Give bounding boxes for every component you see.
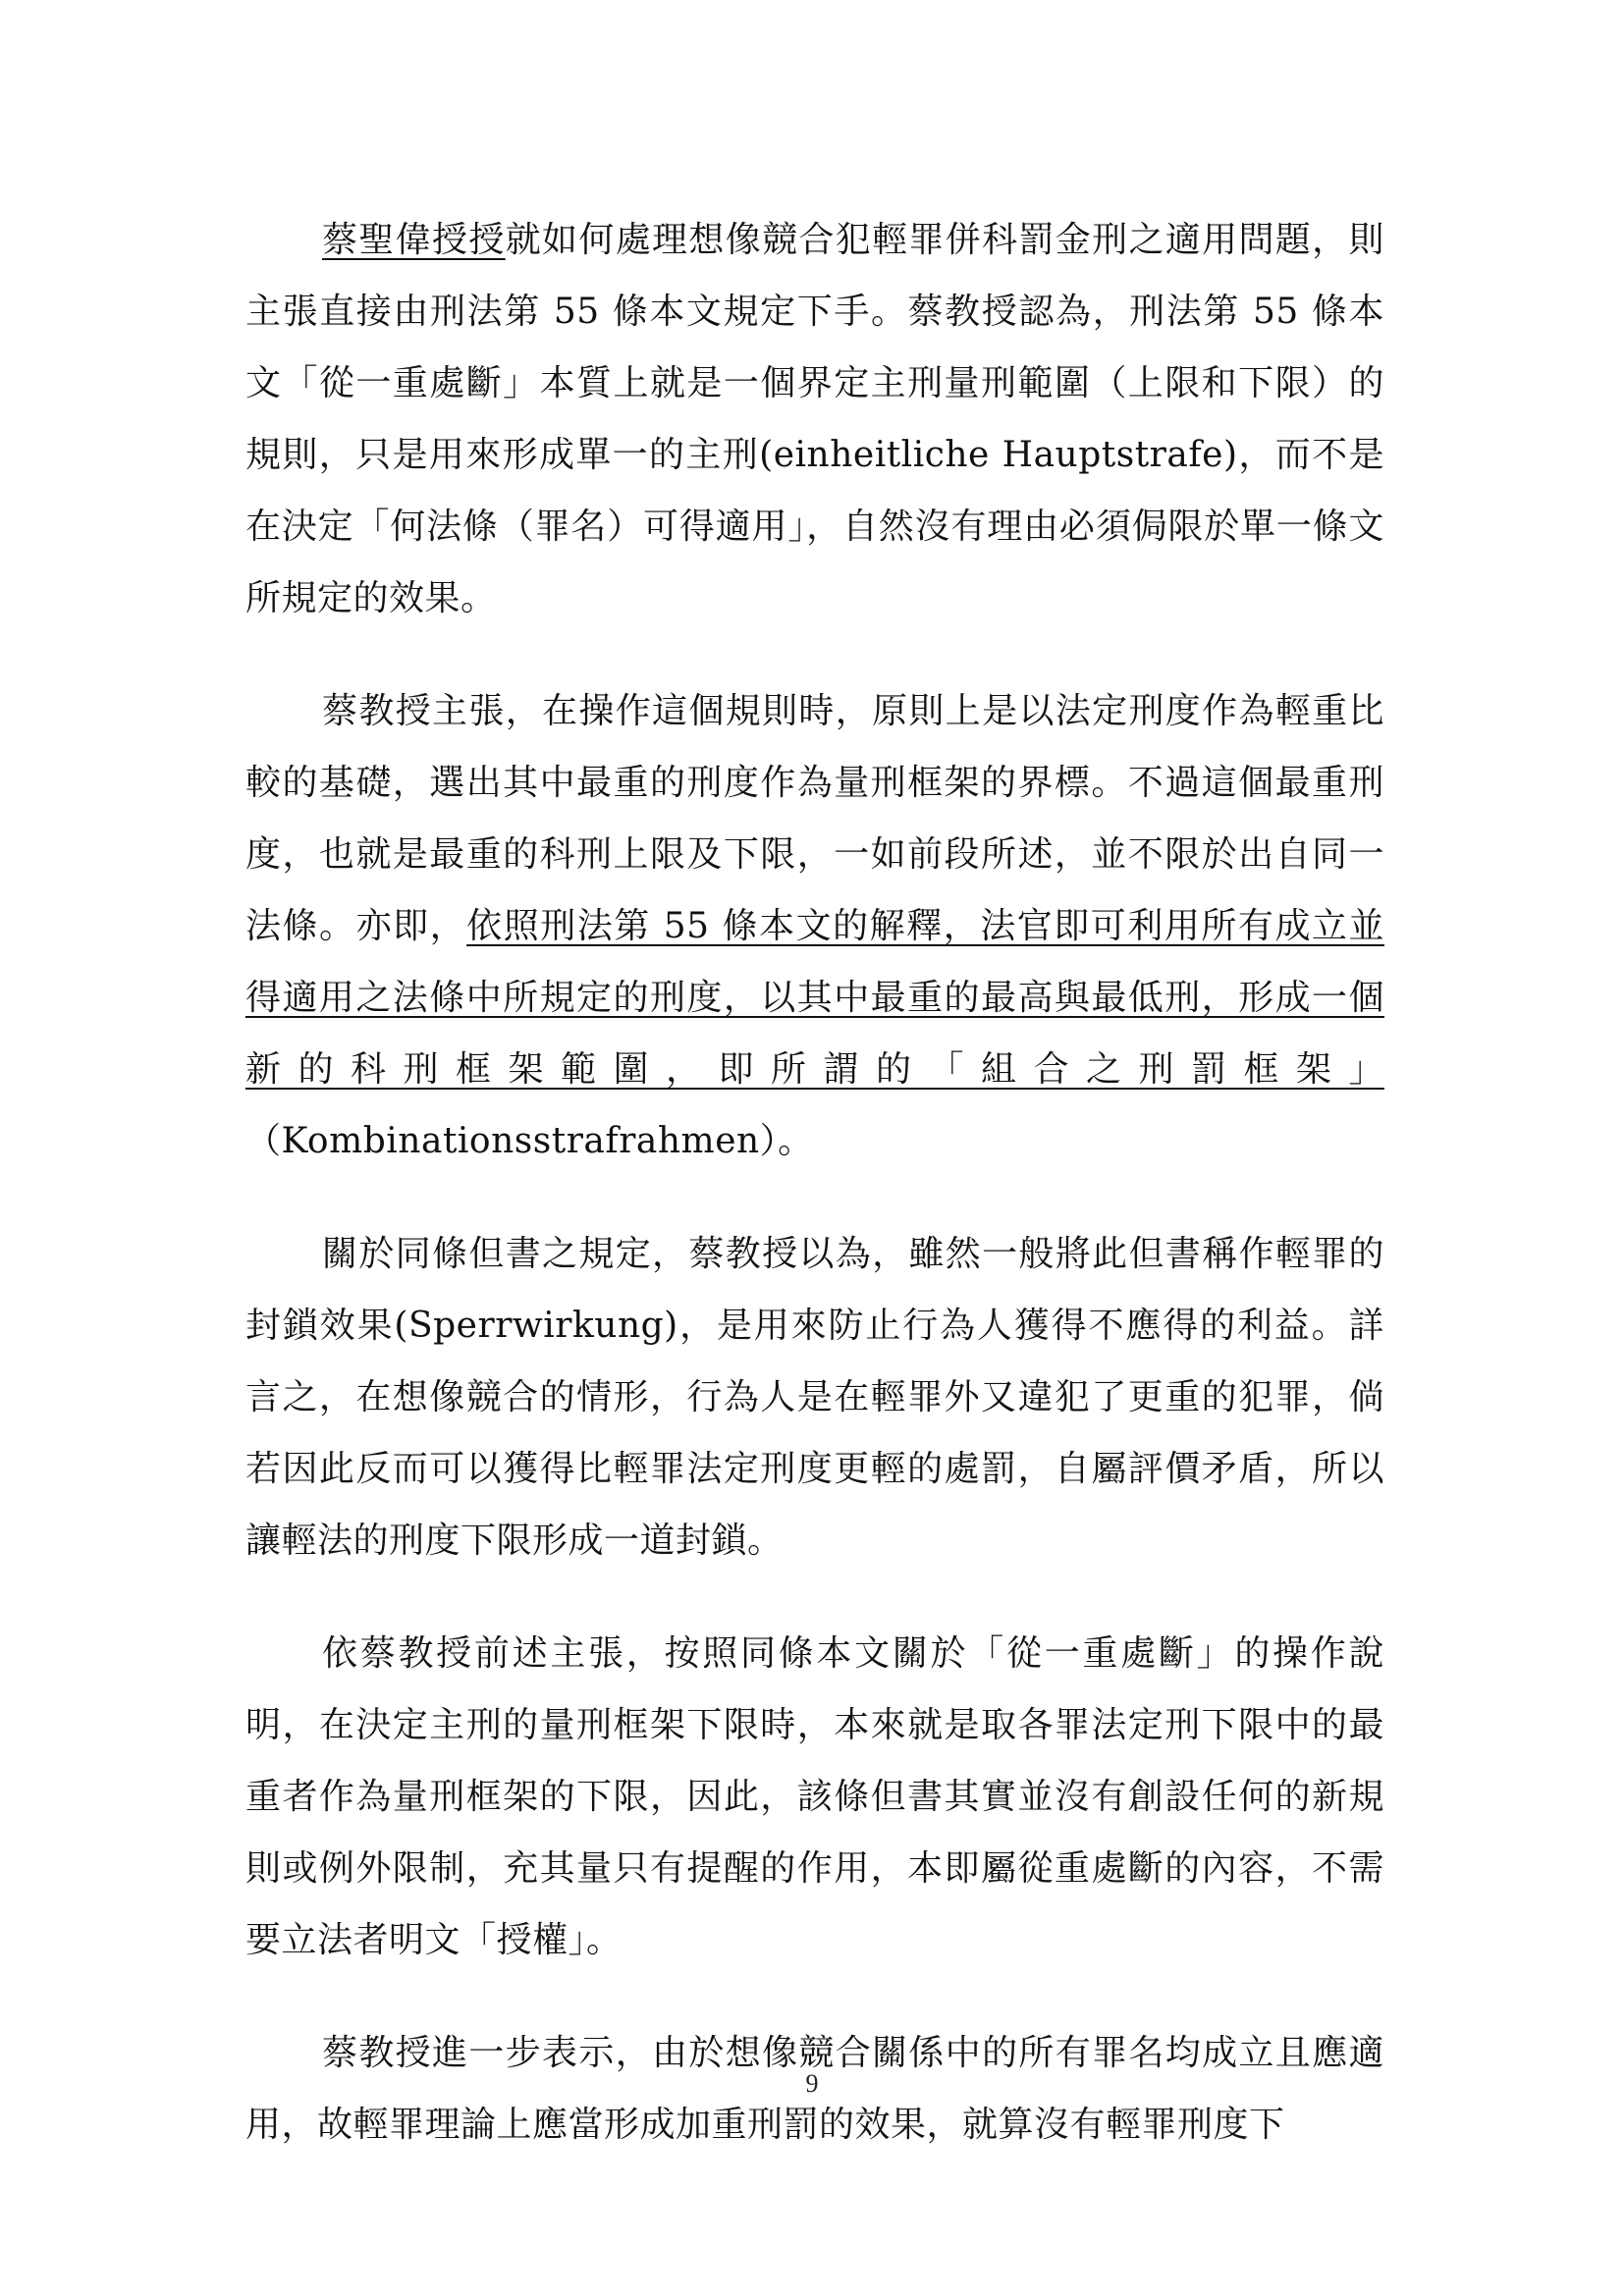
page-number: 9 — [805, 2069, 819, 2098]
paragraph-text: 蔡教授主張，在操作這個規則時，原則上是以法定刑度作為輕重比較的基礎，選出其中最重的刑度作為量刑框架的界標。不過這個最重刑度，也就是最重的科刑上限及下限，一如前段所述，並不限於出自同一法條。亦即， — [245, 691, 1384, 946]
body-text — [245, 204, 1384, 2161]
underlined-passage: 依照刑法第 55 條本文的解釋，法官即可利用所有成立並得適用之法條中所規定的刑度，以其中最重的最高與最低刑，形成一個新的科刑框架範圍，即所謂的「組合之刑罰框架」 — [245, 906, 1384, 1090]
paragraph-text: 關於同條但書之規定，蔡教授以為，雖然一般將此但書稱作輕罪的封鎖效果(Sperrwirkung)，是用來防止行為人獲得不應得的利益。詳言之，在想像競合的情形，行為人是在輕罪外又違犯了更重的犯罪，倘若因此反而可以獲得比輕罪法定刑度更輕的處罰，自屬評價矛盾，所以讓輕法的刑度下限形成一道封鎖。 — [245, 1234, 1384, 1561]
paragraph-2 — [245, 675, 1384, 1177]
paragraph-1 — [245, 204, 1384, 634]
paragraph-text: 就如何處理想像競合犯輕罪併科罰金刑之適用問題，則主張直接由刑法第 55 條本文規定下手。蔡教授認為，刑法第 55 條本文「從一重處斷」本質上就是一個界定主刑量刑範圍（上限和下限）的規則，只是用來形成單一的主刑(einheitliche Hauptstrafe)，而不是在決定「何法條（罪名）可得適用」，自然沒有理由必須侷限於單一條文所規定的效果。 — [245, 220, 1384, 618]
underlined-name: 蔡聖偉授授 — [322, 220, 506, 260]
paragraph-3 — [245, 1218, 1384, 1576]
paragraph-text: （Kombinationsstrafrahmen）。 — [245, 1121, 814, 1161]
paragraph-4 — [245, 1618, 1384, 1976]
paragraph-text: 蔡教授進一步表示，由於想像競合關係中的所有罪名均成立且應適用，故輕罪理論上應當形成加重刑罰的效果，就算沒有輕罪刑度下 — [245, 2033, 1384, 2145]
paragraph-text: 依蔡教授前述主張，按照同條本文關於「從一重處斷」的操作說明，在決定主刑的量刑框架下限時，本來就是取各罪法定刑下限中的最重者作為量刑框架的下限，因此，該條但書其實並沒有創設任何的新規則或例外限制，充其量只有提醒的作用，本即屬從重處斷的內容，不需要立法者明文「授權」。 — [245, 1633, 1384, 1960]
